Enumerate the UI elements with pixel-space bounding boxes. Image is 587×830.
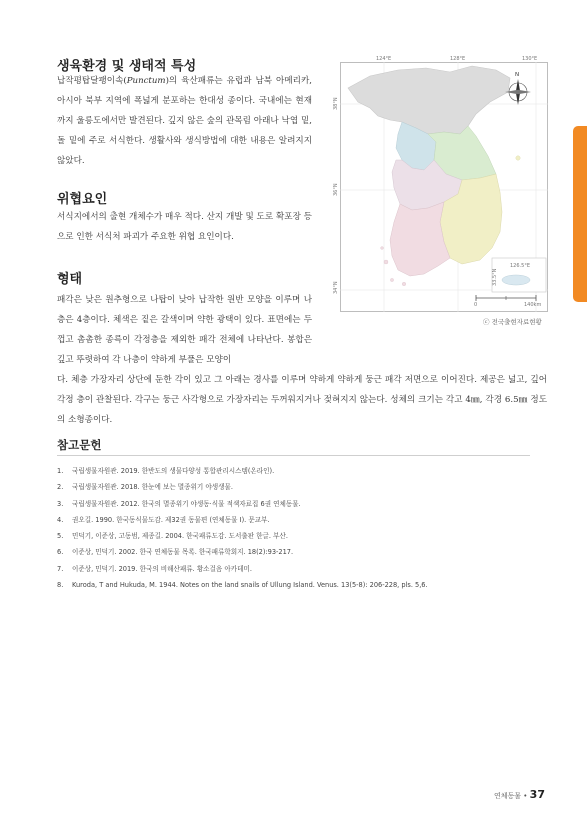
inset-lon-label: 126.5°E bbox=[510, 263, 530, 269]
threat-heading: 위협요인 bbox=[57, 192, 108, 207]
references-title: 참고문헌 bbox=[57, 438, 102, 452]
morphology-paragraph-narrow: 패각은 낮은 원추형으로 나탑이 낮아 납작한 원반 모양을 이루며 나층은 4층이다. 체색은 짙은 갈색이며 약한 광택이 있다. 표면에는 두껍고 촘촘한 종륵이 각정층을 제외한 패각 전체에 나타난다. 봉합은 깊고 뚜렷하여 각 나층이 약하게 부풀은 모양이 bbox=[57, 295, 312, 365]
threat-paragraph: 서식지에서의 출현 개체수가 매우 적다. 산지 개발 및 도로 확포장 등으로 인한 서식처 파괴가 주요한 위협 요인이다. bbox=[57, 212, 312, 242]
map-caption: ⓒ 전국출현자료현황 bbox=[483, 318, 542, 326]
reference-item: 6. 이준상, 민덕기. 2002. 한국 연체동물 목록. 한국패류학회지. 18(2):93-217. bbox=[57, 548, 294, 557]
lon-label-130: 130°E bbox=[522, 56, 538, 62]
lat-label-38: 38°N bbox=[333, 97, 339, 110]
compass-north-label: N bbox=[515, 72, 520, 78]
references-divider bbox=[57, 455, 530, 456]
ulleung-island bbox=[516, 156, 520, 160]
morphology-paragraph-wide: 다. 체층 가장자리 상단에 둔한 각이 있고 그 아래는 경사를 이루며 약하게 약하게 둥근 패각 저면으로 이어진다. 제공은 넓고, 깊어 각정 층이 관찰된다. 각구는 둥근 사각형으로 가장자리는 두꺼워지거나 젖혀지지 않는다. 성체의 크기는 각고 4㎜, 각경 6.5㎜ 정도의 소형종이다. bbox=[57, 375, 547, 425]
reference-item: 5. 민덕기, 이준상, 고동범, 제종길. 2004. 한국패류도감. 도서출판 한글. 부산. bbox=[57, 532, 288, 541]
korea-map-graphic bbox=[333, 56, 548, 312]
references-list bbox=[57, 463, 537, 593]
jeju-island bbox=[502, 275, 530, 285]
reference-item: 2. 국립생물자원관. 2018. 한눈에 보는 멸종위기 야생생물. bbox=[57, 483, 233, 492]
habitat-heading: 생육환경 및 생태적 특성 bbox=[57, 59, 197, 74]
distribution-map bbox=[333, 56, 548, 312]
footer-bullet: • bbox=[523, 792, 528, 800]
lon-label-124: 124°E bbox=[376, 56, 392, 62]
lat-label-34: 34°N bbox=[333, 281, 339, 294]
reference-item: 4. 권오길. 1990. 한국동식물도감. 제32권 동물편 (연체동물 Ⅰ). 문교부. bbox=[57, 515, 270, 524]
reference-item: 7. 이준상, 민덕기. 2019. 한국의 비해산패류. 황소걸음 아카데미. bbox=[57, 564, 252, 573]
habitat-paragraph: 납작평탑달팽이속(Punctum)의 육산패류는 유럽과 남북 아메리카, 아시아 북부 지역에 폭넓게 분포하는 한대성 종이다. 국내에는 현재까지 울릉도에서만 발견된다. 깊지 않은 숲의 관목림 아래나 낙엽 밑, 돌 밑에 주로 서식한다. 생활사와 생식방법에 대한 내용은 알려지지 않았다. bbox=[57, 76, 312, 166]
footer-section-label: 연체동물 bbox=[494, 792, 522, 800]
scale-end-label: 140km bbox=[524, 302, 542, 308]
scale-start-label: 0 bbox=[474, 302, 478, 308]
reference-item: 3. 국립생물자원관. 2012. 한국의 멸종위기 야생동·식물 적색자료집 6권 연체동물. bbox=[57, 499, 301, 508]
lat-label-335: 33.5°N bbox=[492, 268, 498, 286]
page-footer bbox=[494, 788, 545, 801]
lon-label-128: 128°E bbox=[450, 56, 466, 62]
page-number: 37 bbox=[529, 788, 545, 801]
chapter-side-tab bbox=[573, 126, 587, 302]
reference-item: 1. 국립생물자원관. 2019. 한반도의 생물다양성 통합관리시스템(온라인). bbox=[57, 467, 275, 475]
reference-item: 8. Kuroda, T and Hukuda, M. 1944. Notes on the land snails of Ullung Island. Venus. 13(5-8): 206-228, pls. 5,6. bbox=[57, 581, 428, 590]
lat-label-36: 36°N bbox=[333, 183, 339, 196]
morphology-heading: 형태 bbox=[57, 272, 83, 287]
